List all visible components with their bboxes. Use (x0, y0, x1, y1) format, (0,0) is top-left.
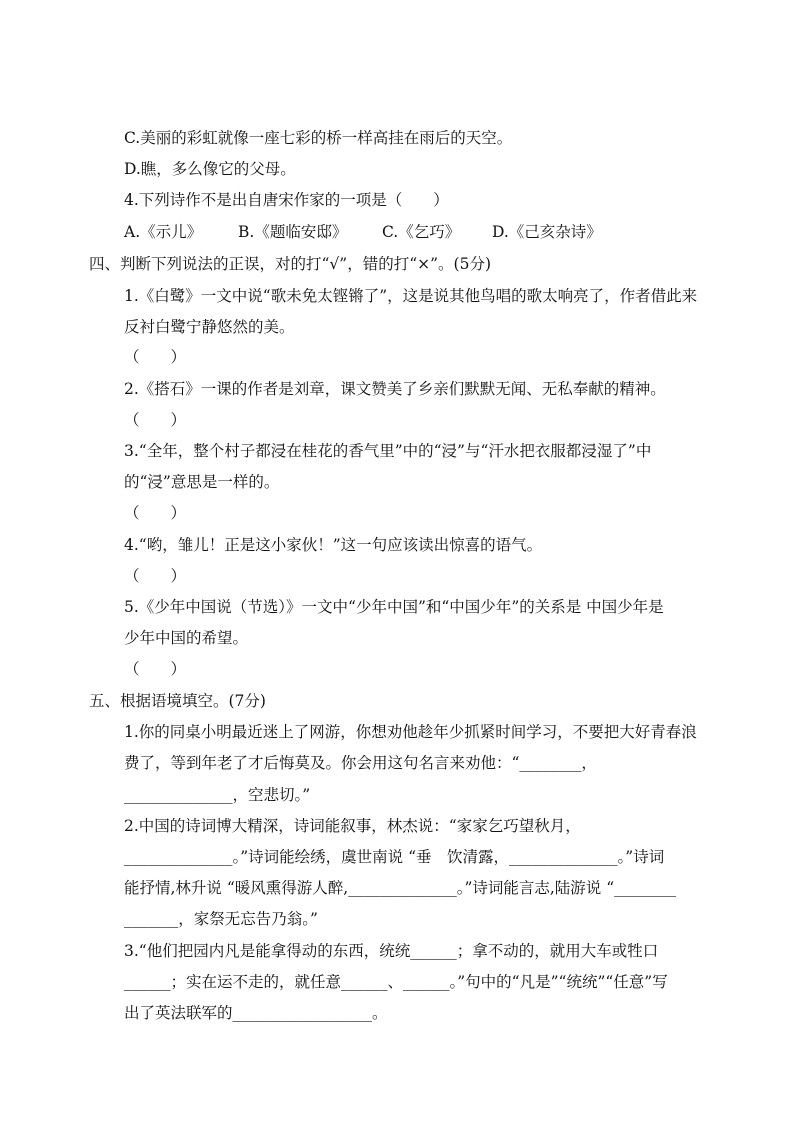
q4-option-d: D.《己亥杂诗》 (492, 223, 602, 241)
question-text: 1.你的同桌小明最近迷上了网游，你想劝他趁年少抓紧时间学习，不要把大好青春浪 (124, 723, 697, 741)
item-text: 少年中国的希望。 (124, 629, 249, 647)
item-text: 反衬白鹭宁静悠然的美。 (124, 318, 295, 336)
q4-option-c: C.《乞巧》 (382, 223, 461, 241)
answer-blank: （ ） (124, 411, 187, 429)
q4-option-a: A.《示儿》 (124, 223, 203, 241)
question-text: 3.“他们把园内凡是能拿得动的东西，统统______；拿不动的，就用大车或牲口 (124, 942, 659, 960)
question-text: ______________。”诗词能绘绣，虞世南说 “垂 饮清露，______________。”诗词 (124, 848, 665, 866)
question-text: 费了，等到年老了才后悔莫及。你会用这句名言来劝他：“________， (124, 754, 597, 772)
answer-blank: （ ） (124, 504, 187, 522)
question-text: 能抒情,林升说 “暖风熏得游人醉,______________。”诗词能言志,陆游说 “________ (124, 879, 677, 897)
question-text: ______________，空悲切。” (124, 786, 311, 804)
item-text: 的“浸”意思是一样的。 (124, 473, 280, 491)
option-c: C.美丽的彩虹就像一座七彩的桥一样高挂在雨后的天空。 (124, 129, 513, 147)
item-text: 1.《白鹭》一文中说“歌未免太铿锵了”，这是说其他鸟唱的歌太响亮了，作者借此来 (124, 287, 698, 305)
question-text: 2.中国的诗词博大精深，诗词能叙事，林杰说：“家家乞巧望秋月， (124, 817, 581, 835)
question-4-stem: 4.下列诗作不是出自唐宋作家的一项是（ ） (124, 191, 449, 209)
option-d: D.瞧，多么像它的父母。 (124, 160, 296, 178)
item-text: 5.《少年中国说（节选）》一文中“少年中国”和“中国少年”的关系是 中国少年是 (124, 598, 664, 616)
item-text: 2.《搭石》一课的作者是刘章，课文赞美了乡亲们默默无闻、无私奉献的精神。 (124, 380, 666, 398)
item-text: 4.“哟，雏儿！正是这小家伙！”这一句应该读出惊喜的语气。 (124, 536, 543, 554)
question-text: 出了英法联军的__________________。 (124, 1004, 388, 1022)
q4-option-b: B.《题临安邸》 (238, 223, 348, 241)
answer-blank: （ ） (124, 348, 187, 366)
item-text: 3.“全年，整个村子都浸在桂花的香气里”中的“浸”与“汗水把衣服都浸湿了”中 (124, 442, 652, 460)
section-4-heading: 四、判断下列说法的正误，对的打“√”，错的打“×”。(5分) (89, 255, 492, 273)
answer-blank: （ ） (124, 660, 187, 678)
answer-blank: （ ） (124, 567, 187, 585)
question-text: _______，家祭无忘告乃翁。” (124, 910, 318, 928)
question-text: ______；实在运不走的，就任意______、______。”句中的“凡是”“统统”“任意”写 (124, 973, 668, 991)
section-5-heading: 五、根据语境填空。(7分) (89, 692, 266, 710)
